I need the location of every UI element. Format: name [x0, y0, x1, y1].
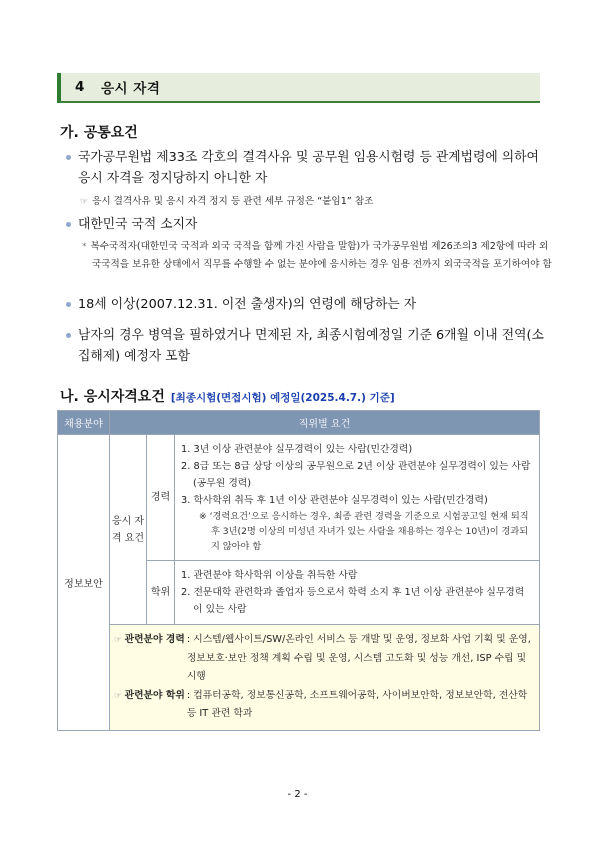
page-number: - 2 - [287, 789, 308, 800]
bullet-icon [66, 155, 71, 160]
field-cell: 정보보안 [58, 435, 110, 731]
pointing-hand-icon: ☞ [80, 197, 89, 207]
common-item-2: 대한민국 국적 소지자 [66, 214, 546, 235]
common-heading: 가. 공통요건 [60, 125, 138, 141]
common-item-4: 남자의 경우 병역을 필하였거나 면제된 자, 최종시험예정일 기준 6개월 이내 전역(소집해제) 예정자 포함 [66, 325, 546, 367]
common-item-3: 18세 이상(2007.12.31. 이전 출생자)의 연령에 해당하는 자 [66, 294, 546, 315]
requirements-heading: 나. 응시자격요건 [최종시험(면접시험) 예정일(2025.4.7.) 기준] [60, 389, 395, 405]
common-item-1: 국가공무원법 제33조 각호의 결격사유 및 공무원 임용시험령 등 관계법령에 의하여 응시 자격을 정지당하지 아니한 자 [66, 147, 546, 189]
note-related-degree: ☞ 관련분야 학위 : 컴퓨터공학, 정보통신공학, 소프트웨어공학, 사이버보안학, 정보보안학, 전산학 등 IT 관련 학과 [114, 689, 528, 719]
pointing-hand-icon: ☞ [114, 690, 122, 701]
career-label: 경력 [147, 435, 175, 561]
category-cell: 응시 자격 요건 [110, 435, 147, 625]
pointing-hand-icon: ☞ [114, 635, 122, 645]
requirements-heading-note: [최종시험(면접시험) 예정일(2025.4.7.) 기준] [170, 392, 395, 404]
note-related-career: ☞ 관련분야 경력 : 시스템/웹사이트/SW/온라인 서비스 등 개발 및 운영, 정보화 사업 기획 및 운영, 정보보호·보안 정책 계획 수립 및 운영, 시스템 고도화 및 성능 개선, ISP 수립 및 시행 [114, 634, 531, 682]
bullet-icon [66, 333, 71, 338]
degree-label: 학위 [147, 561, 175, 625]
related-field-notes [110, 625, 540, 731]
career-reference-note: ※ ‘경력요건’으로 응시하는 경우, 최종 관련 경력을 기준으로 시험공고일 현재 퇴직 후 3년(2명 이상의 미성년 자녀가 있는 사람을 채용하는 경우는 10년)이 경과되지 않아야 함 [199, 511, 529, 552]
degree-requirements: 1. 관련분야 학사학위 이상을 취득한 사람 2. 전문대학 관련학과 졸업자 등으로서 학력 소지 후 1년 이상 관련분야 실무경력이 있는 사람 [175, 561, 540, 625]
career-requirements: 1. 3년 이상 관련분야 실무경력이 있는 사람(민간경력) 2. 8급 또는 8급 상당 이상의 공무원으로 2년 이상 관련분야 실무경력이 있는 사람(공무원 경력) 3. 학사학위 취득 후 1년 이상 관련분야 실무경력이 있는 사람(민간경력) ※ ‘경력요건’으로 응시하는 경우, 최종 관련 경력을 기준으로 시험공고일 현재 퇴직 후 3년(2명 이상의 미성년 자녀가 있는 사람을 채용하는 경우는 10년)이 경과되지 않아야 함 [175, 435, 540, 561]
col-header-requirements: 직위별 요건 [110, 411, 540, 435]
col-header-field: 채용분야 [58, 411, 110, 435]
section-header [57, 73, 540, 103]
bullet-icon [66, 302, 71, 307]
common-item-2-note: * 복수국적자(대한민국 국적과 외국 국적을 함께 가진 사람을 말함)가 국가공무원법 제26조의3 제2항에 따라 외국국적을 보유한 상태에서 직무를 수행할 수 없는 분야에 응시하는 경우 임용 전까지 외국국적을 포기하여야 함 [82, 241, 552, 270]
common-item-1-note: ☞ 응시 결격사유 및 응시 자격 정지 등 관련 세부 규정은 “붙임1” 참조 [80, 196, 374, 207]
section-number: 4 [75, 79, 85, 95]
requirements-table [57, 410, 540, 731]
bullet-icon [66, 222, 71, 227]
section-title: 응시 자격 [101, 81, 161, 97]
